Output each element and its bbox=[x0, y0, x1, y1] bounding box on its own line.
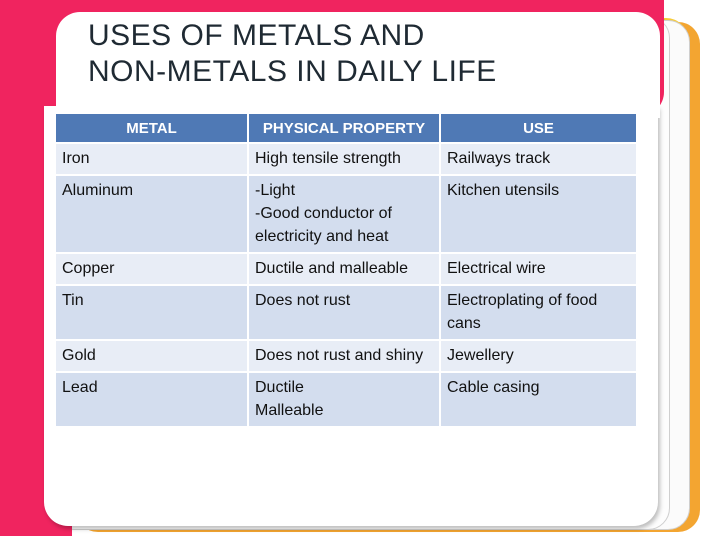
metal-cell: Iron bbox=[56, 143, 248, 175]
use-line: Electrical wire bbox=[447, 260, 546, 277]
metal-cell: Lead bbox=[56, 372, 248, 426]
use-cell bbox=[440, 340, 636, 372]
column-header-physical-property: PHYSICAL PROPERTY bbox=[248, 114, 440, 143]
property-cell bbox=[248, 285, 440, 340]
slide-number: 07 bbox=[544, 36, 593, 85]
table-header-row bbox=[56, 114, 636, 143]
property-cell bbox=[248, 372, 440, 426]
metal-cell: Tin bbox=[56, 285, 248, 340]
column-header-use: USE bbox=[440, 114, 636, 143]
table-row bbox=[56, 340, 636, 372]
property-cell bbox=[248, 175, 440, 253]
property-line: High tensile strength bbox=[255, 150, 401, 167]
table-row bbox=[56, 253, 636, 285]
property-line: Does not rust and shiny bbox=[255, 347, 424, 364]
slide-title bbox=[88, 18, 558, 90]
slide-title-line2: NON-METALS IN DAILY LIFE bbox=[88, 55, 497, 88]
use-cell bbox=[440, 253, 636, 285]
property-line: -Good conductor of electricity and heat bbox=[255, 205, 397, 245]
use-line: Electroplating of food cans bbox=[447, 292, 602, 332]
table-row bbox=[56, 143, 636, 175]
property-line: Does not rust bbox=[255, 292, 351, 309]
use-cell bbox=[440, 143, 636, 175]
use-line: Jewellery bbox=[447, 347, 514, 364]
use-line: Railways track bbox=[447, 150, 551, 167]
table-row bbox=[56, 285, 636, 340]
slide-title-line1: USES OF METALS AND bbox=[88, 19, 425, 52]
column-header-metal: METAL bbox=[56, 114, 248, 143]
property-line: Ductile and malleable bbox=[255, 260, 408, 277]
property-line: Ductile bbox=[255, 379, 304, 396]
property-line: Malleable bbox=[255, 402, 324, 419]
property-cell bbox=[248, 143, 440, 175]
metal-cell: Aluminum bbox=[56, 175, 248, 253]
property-line: -Light bbox=[255, 182, 296, 199]
use-line: Kitchen utensils bbox=[447, 182, 560, 199]
use-cell bbox=[440, 175, 636, 253]
metal-cell: Copper bbox=[56, 253, 248, 285]
property-cell bbox=[248, 253, 440, 285]
metal-cell: Gold bbox=[56, 340, 248, 372]
use-cell bbox=[440, 372, 636, 426]
property-cell bbox=[248, 340, 440, 372]
use-line: Cable casing bbox=[447, 379, 540, 396]
metals-table bbox=[56, 114, 636, 426]
use-cell bbox=[440, 285, 636, 340]
table-row bbox=[56, 372, 636, 426]
table-row bbox=[56, 175, 636, 253]
